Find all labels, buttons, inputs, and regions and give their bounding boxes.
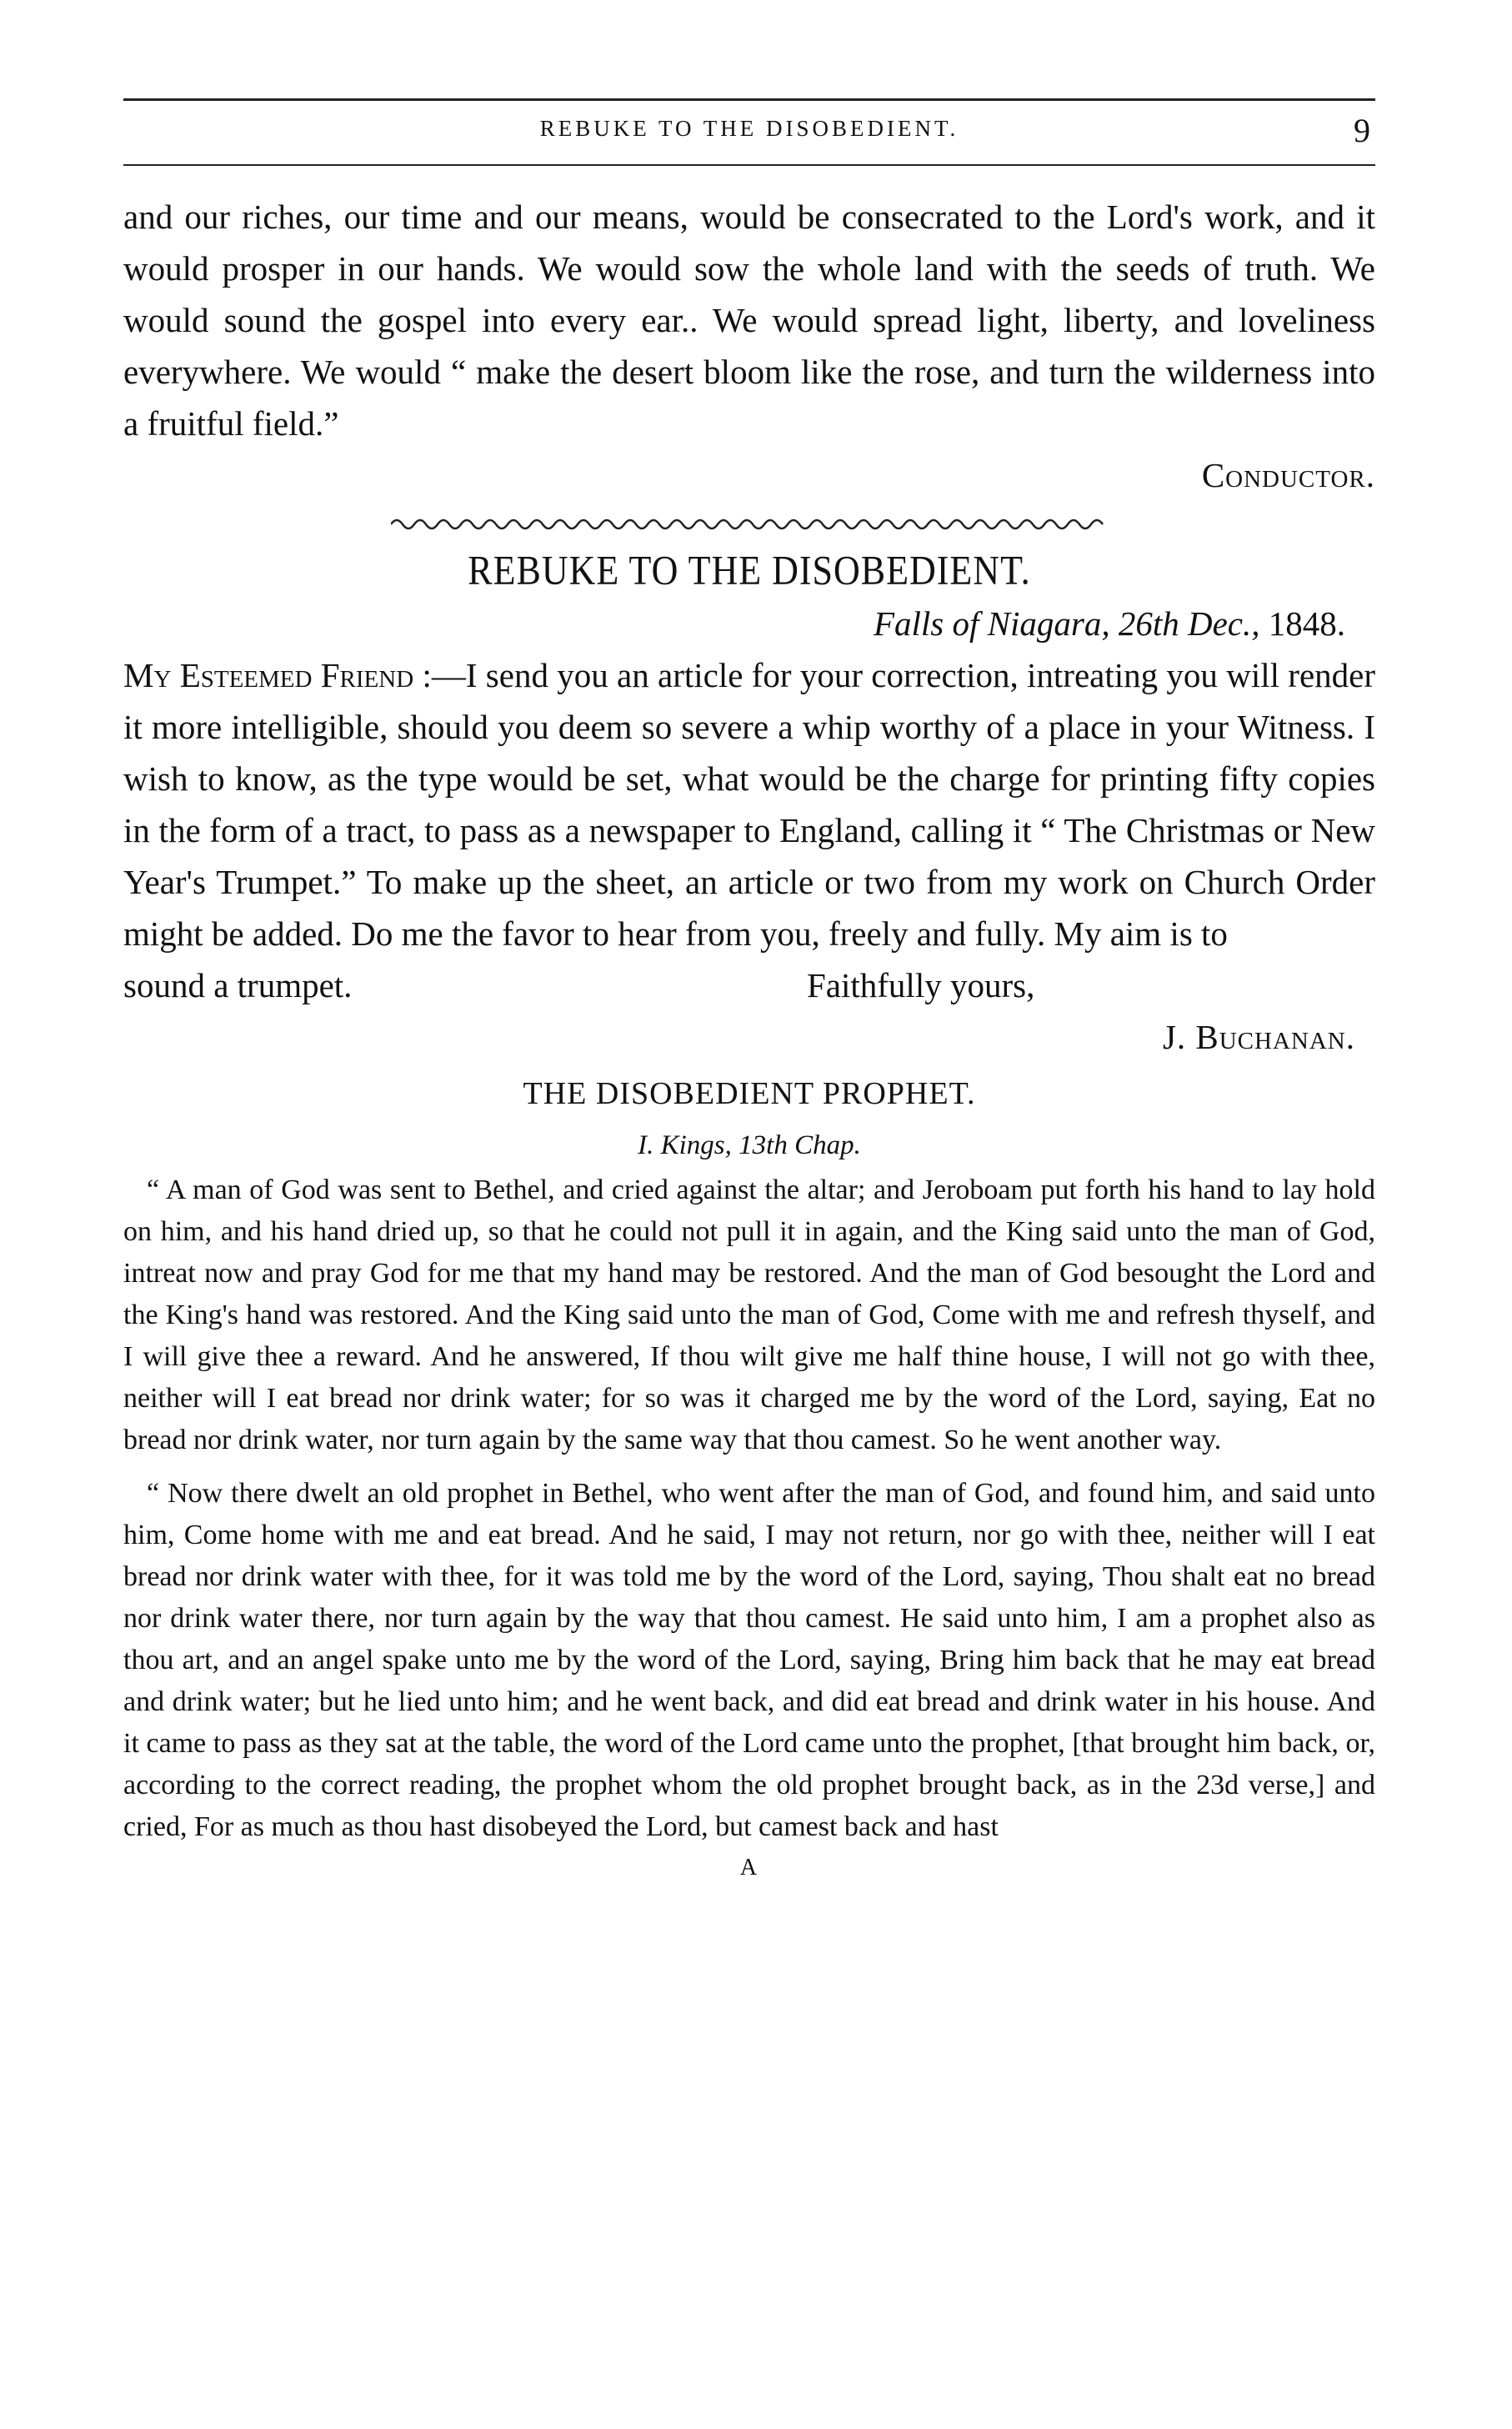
salutation: My Esteemed Friend :— xyxy=(123,656,466,694)
signature: J. Buchanan. xyxy=(1162,1018,1355,1056)
scripture-reference: I. Kings, 13th Chap. xyxy=(638,1130,861,1160)
dateline xyxy=(123,598,1375,649)
lead-signoff-line xyxy=(123,449,1375,501)
section-title: THE DISOBEDIENT PROPHET. xyxy=(523,1076,976,1111)
header-top-rule xyxy=(123,98,1375,101)
closing-left: sound a trumpet. xyxy=(123,966,353,1004)
running-title: REBUKE TO THE DISOBEDIENT. xyxy=(539,116,959,141)
quote-paragraph-1: “ A man of God was sent to Bethel, and cried against the altar; and Jeroboam put forth his hand to lay hold on him, and his hand dried up, so that he could not pull it in again, and the King said unto the man of God, intreat now and pray God for me that my hand may be restored. And the man of God besought the Lord and the King's hand was restored. And the King said unto the man of God, Come with me and refresh thyself, and I will give thee a reward. And he answered, If thou wilt give me half thine house, I will not go with thee, neither will I eat bread nor drink water; for so was it charged me by the word of the Lord, saying, Eat no bread nor drink water, nor turn again by the same way that thou camest. So he went another way. xyxy=(123,1174,1375,1455)
scripture-quote xyxy=(123,1169,1375,1848)
quote-paragraph-2: “ Now there dwelt an old prophet in Bethel, who went after the man of God, and found him, and said unto him, Come home with me and eat bread. And he said, I may not return, nor go with thee, neither will I eat bread nor drink water with thee, for it was told me by the word of the Lord, saying, Thou shalt eat no bread nor drink water there, nor turn again by the way that thou camest. He said unto him, I am a prophet also as thou art, and an angel spake unto me by the word of the Lord, saying, Bring him back that he may eat bread and drink water; but he lied unto him; and he went back, and did eat bread and drink water in his house. And it came to pass as they sat at the table, the word of the Lord came unto the prophet, [that brought him back, or, according to the correct reading, the prophet whom the old prophet brought back, as in the 23d verse,] and cried, For as much as thou hast disobeyed the Lord, but camest back and hast xyxy=(123,1478,1375,1842)
lead-paragraph-block xyxy=(123,191,1375,501)
header-bottom-rule xyxy=(123,164,1375,166)
closing-right: Faithfully yours, xyxy=(807,966,1035,1004)
dateline-year: 1848. xyxy=(1268,604,1345,643)
lead-paragraph: and our riches, our time and our means, would be consecrated to the Lord's work, and it would prosper in our hands. We would sow the whole land with the seeds of truth. We would sound the gospel into every ear.. We would spread light, liberty, and loveliness everywhere. We would “ make the desert bloom like the rose, and turn the wilderness into a fruitful field.” xyxy=(123,198,1375,443)
letter-text: I send you an article for your correction, intreating you will render it more intelligible, should you deem so severe a whip worthy of a place in your Witness. I wish to know, as the type would be set, what would be the charge for printing fifty copies in the form of a tract, to pass as a newspaper to England, calling it “ The Christmas or New Year's Trumpet.” To make up the sheet, an article or two from my work on Church Order might be added. Do me the favor to hear from you, freely and fully. My aim is to xyxy=(123,656,1375,953)
letter xyxy=(123,649,1375,1063)
running-head xyxy=(123,112,1375,151)
letter-body xyxy=(123,649,1375,959)
page xyxy=(123,98,1375,1881)
conductor-signoff: Conductor. xyxy=(1201,456,1375,494)
signature-mark: A xyxy=(739,1855,759,1881)
article-title: REBUKE TO THE DISOBEDIENT. xyxy=(468,548,1031,593)
closing-line xyxy=(123,959,1375,1011)
wavy-divider xyxy=(391,513,1108,536)
dateline-place: Falls of Niagara, 26th Dec., xyxy=(873,604,1260,643)
page-number: 9 xyxy=(1354,112,1370,149)
